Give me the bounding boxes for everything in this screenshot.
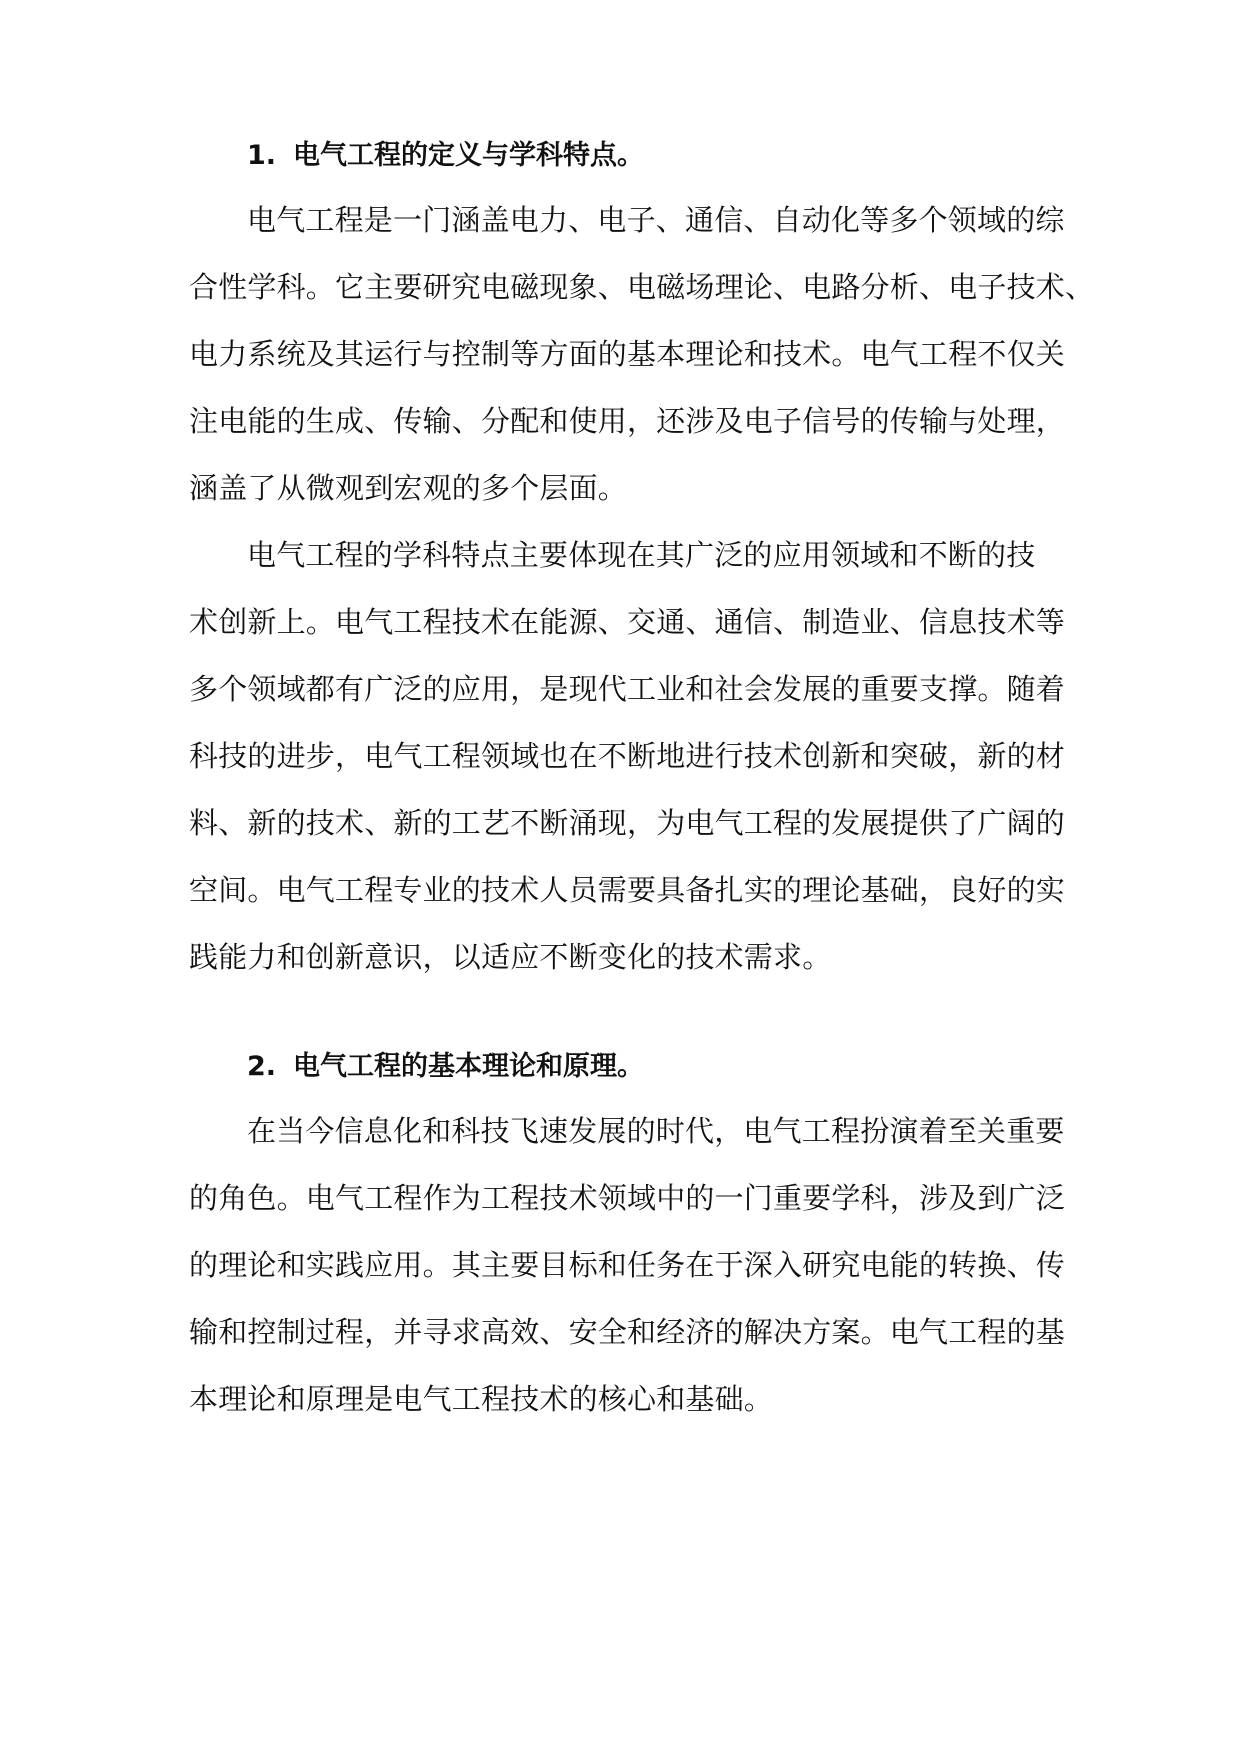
section-2-heading xyxy=(247,1047,644,1087)
section-1-heading xyxy=(247,136,644,176)
text-line: 电气工程的学科特点主要体现在其广泛的应用领域和不断的技 xyxy=(247,538,1036,572)
text-line: 的角色。电气工程作为工程技术领域中的一门重要学科，涉及到广泛 xyxy=(189,1181,1066,1215)
text-line: 本理论和原理是电气工程技术的核心和基础。 xyxy=(189,1382,774,1416)
text-line: 术创新上。电气工程技术在能源、交通、通信、制造业、信息技术等 xyxy=(189,605,1066,639)
text-line: 电气工程是一门涵盖电力、电子、通信、自动化等多个领域的综 xyxy=(247,203,1065,237)
text-line: 的理论和实践应用。其主要目标和任务在于深入研究电能的转换、传 xyxy=(189,1248,1066,1282)
text-line: 多个领域都有广泛的应用，是现代工业和社会发展的重要支撑。随着 xyxy=(189,672,1066,706)
text-line: 在当今信息化和科技飞速发展的时代，电气工程扮演着至关重要 xyxy=(247,1114,1065,1148)
section-1-number: 1. xyxy=(247,140,277,171)
text-line: 输和控制过程，并寻求高效、安全和经济的解决方案。电气工程的基 xyxy=(189,1315,1066,1349)
text-line: 合性学科。它主要研究电磁现象、电磁场理论、电路分析、电子技术、 xyxy=(189,270,1095,304)
section-2-title: 电气工程的基本理论和原理。 xyxy=(293,1051,644,1082)
text-line: 料、新的技术、新的工艺不断涌现，为电气工程的发展提供了广阔的 xyxy=(189,806,1066,840)
text-line: 践能力和创新意识，以适应不断变化的技术需求。 xyxy=(189,940,832,974)
text-line: 电力系统及其运行与控制等方面的基本理论和技术。电气工程不仅关 xyxy=(189,337,1066,371)
text-line: 空间。电气工程专业的技术人员需要具备扎实的理论基础，良好的实 xyxy=(189,873,1066,907)
text-line: 注电能的生成、传输、分配和使用，还涉及电子信号的传输与处理， xyxy=(189,404,1066,438)
text-line: 涵盖了从微观到宏观的多个层面。 xyxy=(189,471,628,505)
section-1-title: 电气工程的定义与学科特点。 xyxy=(293,140,644,171)
section-2-number: 2. xyxy=(247,1051,277,1082)
text-line: 科技的进步，电气工程领域也在不断地进行技术创新和突破，新的材 xyxy=(189,739,1066,773)
